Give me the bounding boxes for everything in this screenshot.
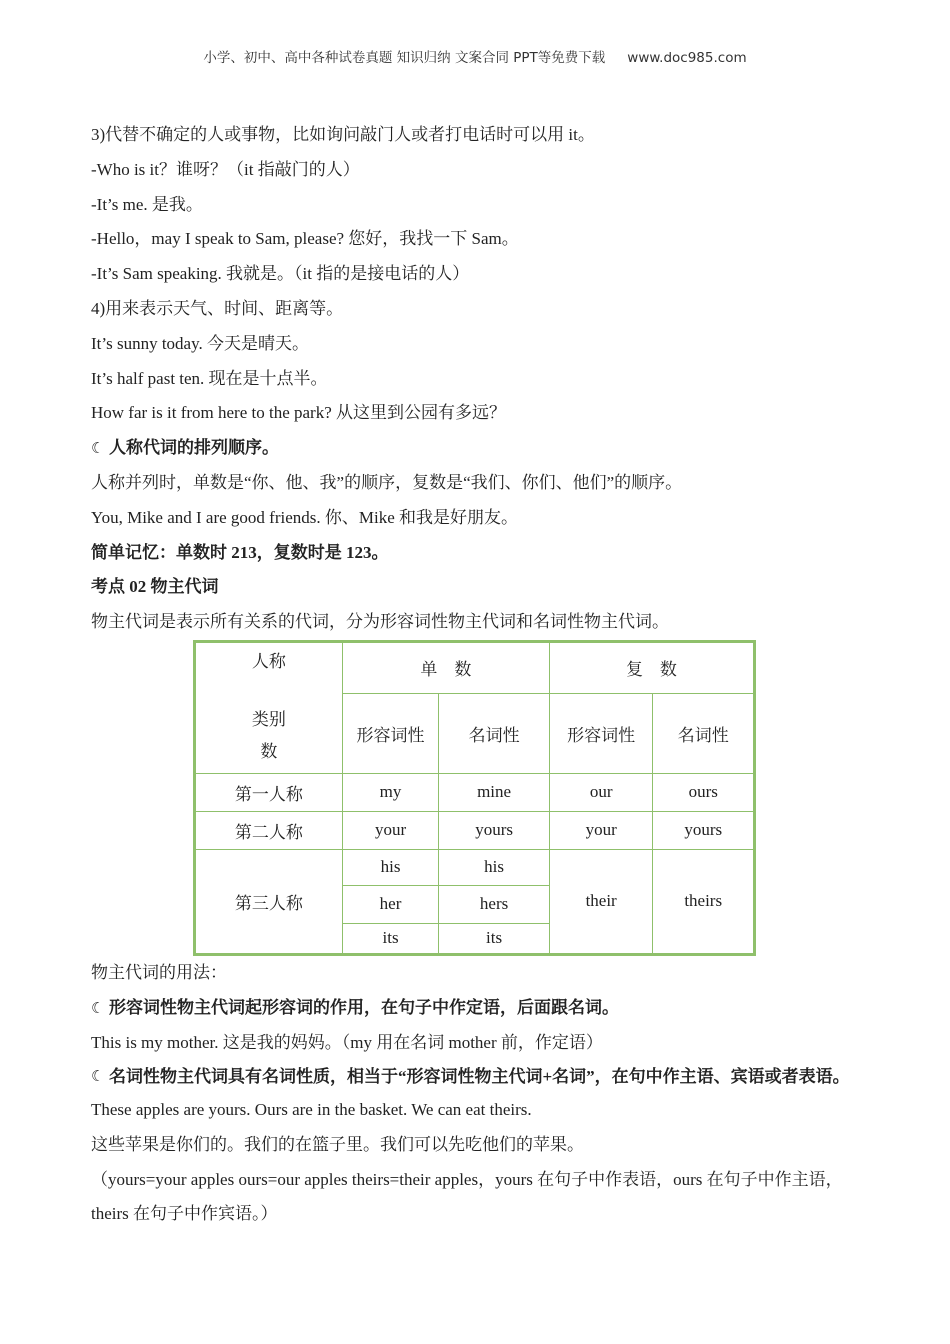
section-heading: ☾ 人称代词的排列顺序。 xyxy=(91,431,871,466)
para-line: -Hello，may I speak to Sam, please? 您好，我找一下 Sam。 xyxy=(91,229,519,249)
row-label: 第一人称 xyxy=(195,773,343,811)
bullet-icon: ☾ xyxy=(91,439,105,458)
para-line: 物主代词的用法： xyxy=(91,962,227,982)
plural-adj-header: 形容词性 xyxy=(549,693,653,773)
para-line: It’s half past ten. 现在是十点半。 xyxy=(91,368,328,388)
table-row xyxy=(195,811,755,849)
possessive-pronoun-table xyxy=(193,640,756,956)
table-cell: your xyxy=(549,811,653,849)
usage-heading: ☾ 形容词性物主代词起形容词的作用，在句子中作定语，后面跟名词。 xyxy=(91,991,871,1026)
table-cell: our xyxy=(549,773,653,811)
para-line: -It’s Sam speaking. 我就是。（it 指的是接电话的人） xyxy=(91,264,470,284)
corner-header-cell xyxy=(195,641,343,773)
para-line: 3)代替不确定的人或事物，比如询问敲门人或者打电话时可以用 it。 xyxy=(91,125,595,144)
table-cell: their xyxy=(549,849,653,954)
table-cell: your xyxy=(342,811,439,849)
para-line: -It’s me. 是我。 xyxy=(91,194,203,214)
table-cell: yours xyxy=(653,811,755,849)
para-line: How far is it from here to the park? 从这里到公园有多远？ xyxy=(91,403,506,423)
topic-heading: 考点 02 物主代词 xyxy=(91,577,219,597)
para-line: These apples are yours. Ours are in the basket. We can eat theirs. xyxy=(91,1100,532,1120)
table-row xyxy=(195,849,755,885)
table-cell: her xyxy=(342,885,439,923)
table-cell: hers xyxy=(439,885,550,923)
page-header xyxy=(0,46,950,66)
table-cell: its xyxy=(439,923,550,954)
memory-tip: 简单记忆：单数时 213，复数时是 123。 xyxy=(91,542,389,562)
para-line: 物主代词是表示所有关系的代词，分为形容词性物主代词和名词性物主代词。 xyxy=(91,612,669,632)
header-site[interactable]: www.doc985.com xyxy=(627,50,747,66)
para-line: It’s sunny today. 今天是晴天。 xyxy=(91,333,310,353)
bullet-icon: ☾ xyxy=(91,998,105,1017)
table-cell: mine xyxy=(439,773,550,811)
singular-noun-header: 名词性 xyxy=(439,693,550,773)
para-line: 人称并列时，单数是“你、他、我”的顺序，复数是“我们、你们、他们”的顺序。 xyxy=(91,472,683,492)
table-cell: my xyxy=(342,773,439,811)
table-cell: his xyxy=(439,849,550,885)
para-line: 4)用来表示天气、时间、距离等。 xyxy=(91,298,344,318)
table-cell: ours xyxy=(653,773,755,811)
plural-header: 复 数 xyxy=(549,641,754,693)
row-label: 第三人称 xyxy=(195,849,343,954)
corner-label-category: 类别 xyxy=(251,709,286,729)
header-text: 小学、初中、高中各种试卷真题 知识归纳 文案合同 PPT等免费下载 xyxy=(203,50,606,66)
para-line: -Who is it？谁呀？（it 指敲门的人） xyxy=(91,159,360,179)
document-body xyxy=(91,118,871,1231)
para-line: 这些苹果是你们的。我们的在篮子里。我们可以先吃他们的苹果。 xyxy=(91,1135,584,1155)
bullet-icon: ☾ xyxy=(91,1067,105,1086)
table-cell: his xyxy=(342,849,439,885)
table-cell: its xyxy=(342,923,439,954)
table-cell: yours xyxy=(439,811,550,849)
corner-label-person: 人称 xyxy=(251,651,286,671)
table-cell: theirs xyxy=(653,849,755,954)
plural-noun-header: 名词性 xyxy=(653,693,755,773)
row-label: 第二人称 xyxy=(195,811,343,849)
singular-header: 单 数 xyxy=(342,641,549,693)
para-line: You, Mike and I are good friends. 你、Mike 和我是好朋友。 xyxy=(91,507,519,527)
singular-adj-header: 形容词性 xyxy=(342,693,439,773)
para-line: This is my mother. 这是我的妈妈。（my 用在名词 mother 前，作定语） xyxy=(91,1032,603,1052)
para-line: （yours=your apples ours=our apples theirs=their apples，yours 在句子中作表语，ours 在句子中作主语，theirs 在句子中作宾语。） xyxy=(91,1169,843,1223)
corner-label-number: 数 xyxy=(260,741,278,761)
table-row xyxy=(195,773,755,811)
usage-heading: ☾ 名词性物主代词具有名词性质，相当于“形容词性物主代词+名词”，在句中作主语、宾语或者表语。 xyxy=(91,1060,871,1093)
